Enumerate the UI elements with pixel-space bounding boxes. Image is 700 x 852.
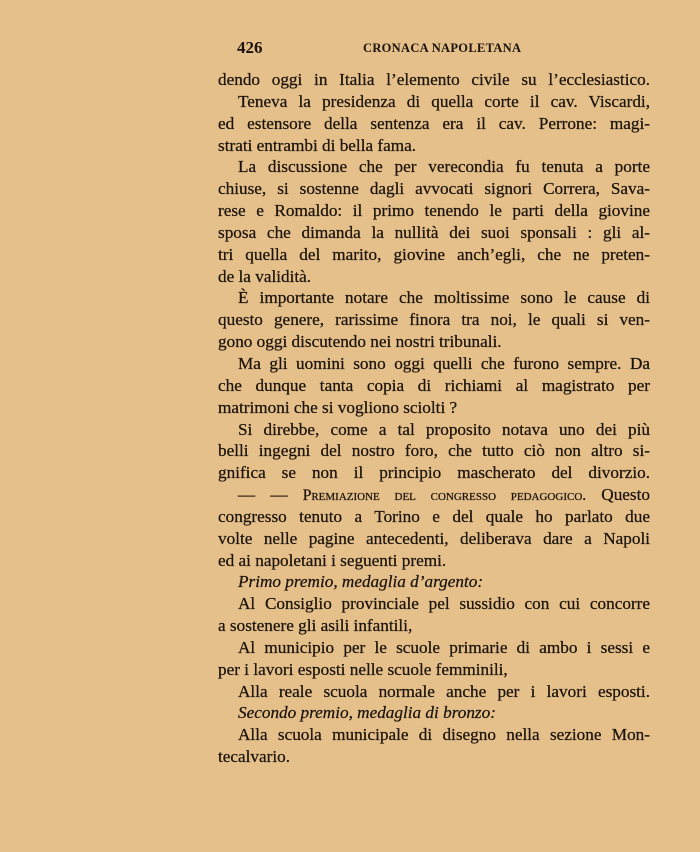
text-line: sposa che dimanda la nullità dei suoi sponsali : gli al- [218,222,650,242]
text-line: Alla reale scuola normale anche per i lavori esposti. [238,681,650,701]
text-line: tecalvario. [218,747,291,767]
text-line: Teneva la presidenza di quella corte il cav. Viscardi, [238,91,650,111]
text-line: a sostenere gli asili infantili, [218,616,413,636]
text-line: gnifica se non il principio mascherato del divorzio. [218,463,650,483]
text-line: gono oggi discutendo nei nostri tribunali. [218,332,502,352]
text-line: congresso tenuto a Torino e del quale ho parlato due [218,506,650,526]
text-line: La discussione che per verecondia fu tenuta a porte [238,157,650,177]
text-line: Alla scuola municipale di disegno nella sezione Mon- [238,725,650,745]
text-line: che dunque tanta copia di richiami al magistrato per [218,375,650,395]
text-line: ed estensore della sentenza era il cav. Perrone: magi- [218,113,650,133]
text-line: strati entrambi di bella fama. [218,135,417,155]
text-line: Si direbbe, come a tal proposito notava uno dei più [238,419,650,439]
text-line: per i lavori esposti nelle scuole femminili, [218,659,508,679]
text-line: dendo oggi in Italia l’elemento civile su l’ecclesiastico. [218,70,650,89]
section-title-smallcaps: Premiazione del congresso pedagogico. [302,487,587,505]
text-line: chiuse, si sostenne dagli avvocati signori Correra, Sava- [218,179,650,199]
text-line: de la validità. [218,266,312,286]
text-line: rese e Romaldo: il primo tenendo le parti della giovine [218,201,650,221]
section-heading-line: Secondo premio, medaglia di bronzo: [238,703,496,723]
text-line: ed ai napoletani i seguenti premi. [218,550,447,570]
text-after-title: Questo [586,485,650,505]
text-line: Al Consiglio provinciale pel sussidio con cui concorre [238,594,650,614]
text-line [218,484,650,506]
text-line: belli ingegni del nostro foro, che tutto ciò non altro si- [218,441,650,461]
text-line: Al municipio per le scuole primarie di ambo i sessi e [238,637,650,657]
page-number: 426 [237,38,263,57]
text-line: È importante notare che moltissime sono le cause di [238,288,650,308]
text-line: questo genere, rarissime finora tra noi, le quali si ven- [218,310,650,330]
running-title: CRONACA NAPOLETANA [363,41,522,55]
text-line: Ma gli uomini sono oggi quelli che furono sempre. Da [238,353,650,373]
body-text [218,69,650,768]
text-line: volte nelle pagine antecedenti, deliberava dare a Napoli [218,528,650,548]
section-heading-line: Primo premio, medaglia d’argento: [238,572,484,592]
text-line: tri quella del marito, giovine anch’egli, che ne preten- [218,244,650,264]
dash-prefix: — — [238,485,303,505]
page-header [218,38,650,62]
text-line: matrimoni che si vogliono sciolti ? [218,397,458,417]
